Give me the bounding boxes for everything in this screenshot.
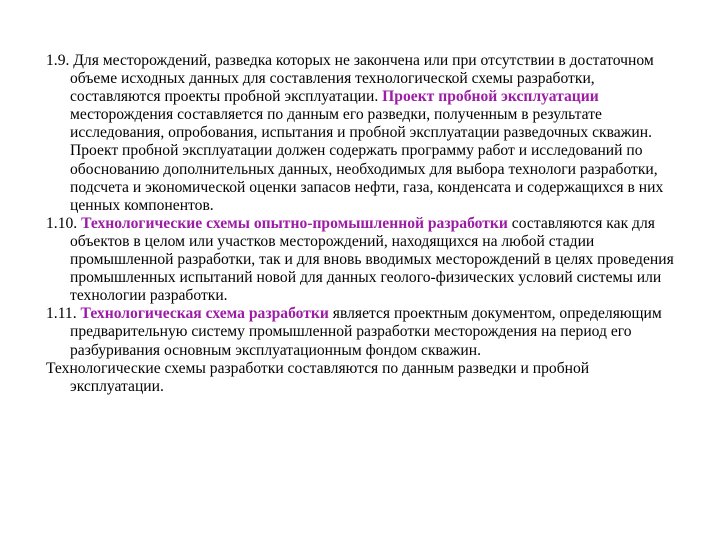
paragraph-text-continued: составляются как для объектов в целом или участков месторождений, находящихся на любой стадии промышленной разработки, так и для вновь вводимых месторождений в целях проведения промышленных испытаний новой для данных геолого-физических условий системы или технологии разработки. [70, 214, 674, 305]
paragraph-1-10 [46, 215, 686, 305]
document-body [46, 52, 686, 396]
highlighted-term: Технологическая схема разработки [80, 305, 329, 323]
paragraph-conclusion [46, 360, 686, 396]
paragraph-number: 1.9. [46, 52, 74, 69]
paragraph-text-continued: месторождения составляется по данным его разведки, полученным в результате исследования, опробования, испытания и пробной эксплуатации разведочных скважин. Проект пробной эксплуатации должен содержать программу работ и исследований по обоснованию дополнительных данных, необходимых для выбора технологи разработки, подсчета и экономической оценки запасов нефти, газа, конденсата и содержащихся в них ценных компонентов. [70, 106, 664, 214]
paragraph-number: 1.11. [46, 305, 81, 323]
paragraph-1-9 [46, 52, 686, 215]
paragraph-text: Технологические схемы разработки составляются по данным разведки и пробной эксплуатации. [46, 359, 590, 395]
paragraph-text: Для месторождений, разведка которых не закончена или при отсутствии в достаточном объеме исходных данных для составления технологической схемы разработки, составляются проекты пробной эксплуатации. [70, 52, 654, 106]
highlighted-term: Проект пробной эксплуатации [382, 88, 599, 106]
paragraph-number: 1.10. [46, 214, 82, 232]
paragraph-text-continued: является проектным документом, определяющим предварительную систему промышленной разработки месторождения на период его разбуривания основным эксплуатационным фондом скважин. [70, 305, 662, 359]
paragraph-1-11 [46, 305, 686, 359]
highlighted-term: Технологические схемы опытно-промышленной разработки [81, 214, 508, 232]
